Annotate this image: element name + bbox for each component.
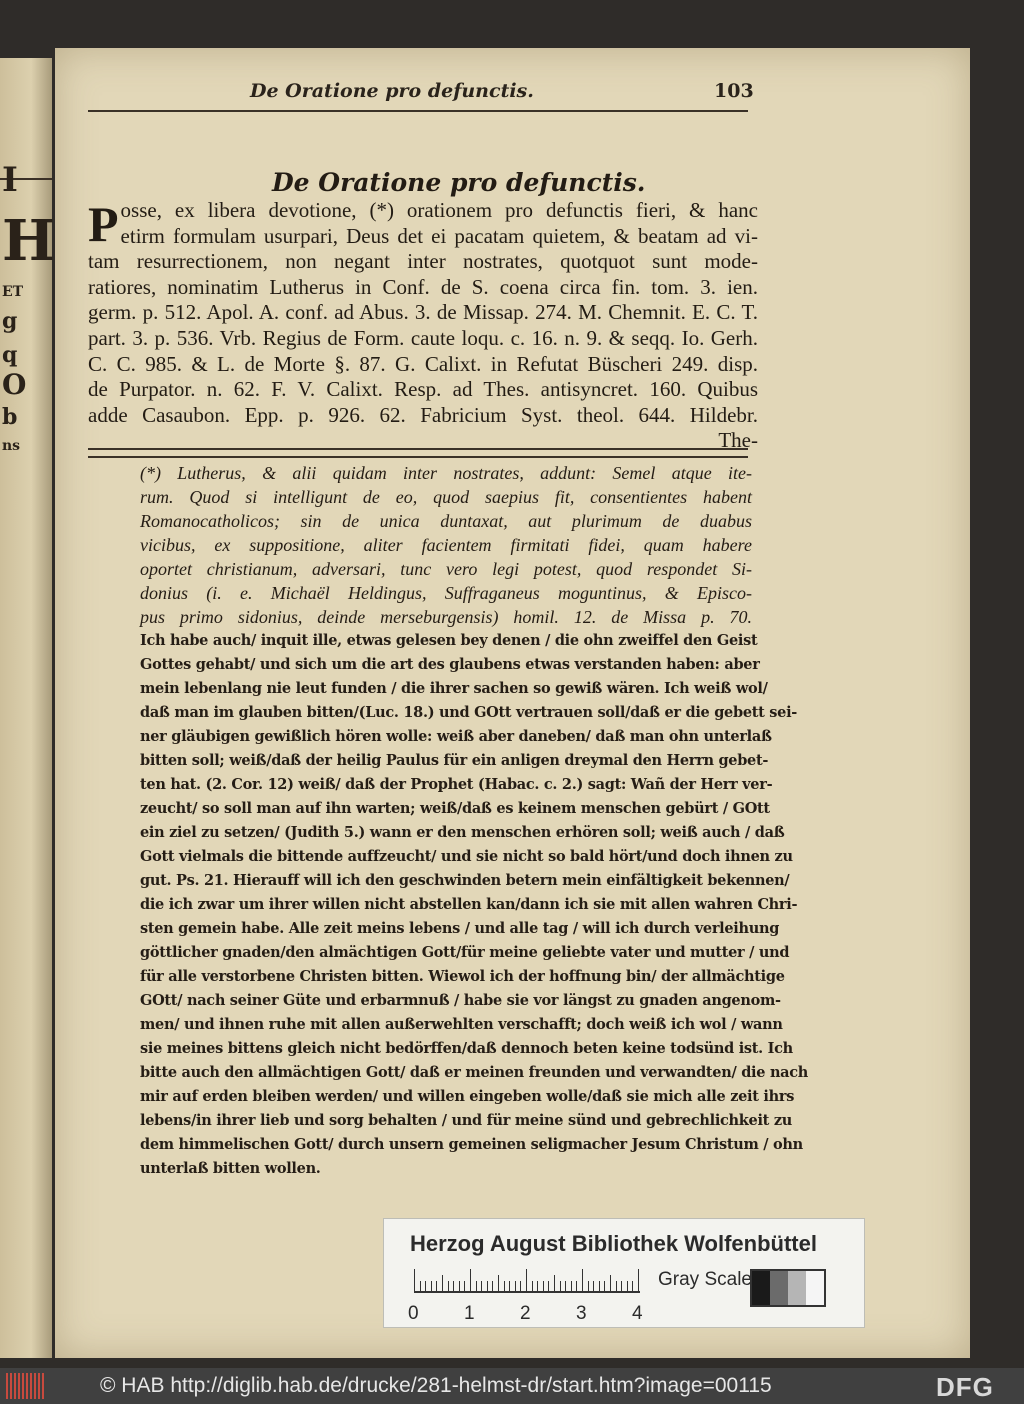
- ruler-tick: [632, 1281, 633, 1291]
- header-rule: [88, 110, 748, 112]
- prev-page-fragment: b: [2, 404, 18, 430]
- ruler-tick: [526, 1269, 527, 1291]
- ruler-tick: [498, 1275, 499, 1291]
- gray-swatch-patch: [788, 1271, 806, 1305]
- ruler-tick: [537, 1281, 538, 1291]
- prev-page-fragment: H: [2, 208, 55, 274]
- ruler-tick: [588, 1281, 589, 1291]
- footer-bar: [0, 1368, 1024, 1404]
- ruler-tick: [492, 1281, 493, 1291]
- hab-logo-icon: [6, 1373, 46, 1399]
- ruler: [414, 1269, 640, 1293]
- gray-scale-swatch: [750, 1269, 826, 1307]
- footnote-line: pus primo sidonius, deinde merseburgensis) homil. 12. de Missa p. 70.: [140, 607, 752, 627]
- ruler-tick: [565, 1281, 566, 1291]
- footnote-line: rum. Quod si intelligunt de eo, quod saepius fit, consentientes habent: [140, 487, 752, 507]
- ruler-tick: [548, 1281, 549, 1291]
- library-name: Herzog August Bibliothek Wolfenbüttel: [410, 1231, 817, 1256]
- ruler-number: 4: [632, 1303, 643, 1324]
- ruler-tick: [616, 1281, 617, 1291]
- footnote-line: dem himmelischen Gott/ durch unsern gemeinen seligmacher Jesum Christum / ohn: [140, 1136, 803, 1153]
- ruler-tick: [554, 1275, 555, 1291]
- footnote-line: Ich habe auch/ inquit ille, etwas gelesen bey denen / die ohn zweiffel den Geist: [140, 632, 758, 649]
- ruler-number: 1: [464, 1303, 475, 1324]
- footnote-line: bitte auch den allmächtigen Gott/ daß er meinen freunden und verwandten/ die nach: [140, 1064, 809, 1081]
- footnote-line: ten hat. (2. Cor. 12) weiß/ daß der Prophet (Habac. c. 2.) sagt: Wañ der Herr ver-: [140, 776, 773, 793]
- drop-cap: P: [88, 196, 119, 252]
- ruler-number: 3: [576, 1303, 587, 1324]
- ruler-tick: [481, 1281, 482, 1291]
- ruler-tick: [431, 1281, 432, 1291]
- gray-scale-label: Gray Scale: [658, 1269, 752, 1290]
- dfg-logo: DFG: [936, 1372, 994, 1402]
- footnote-line: men/ und ihnen ruhe mit allen außerwehlten verschafft; doch weiß ich wol / wann: [140, 1016, 783, 1033]
- ruler-tick: [448, 1281, 449, 1291]
- gray-swatch-patch: [806, 1271, 824, 1305]
- running-head: De Oratione pro defunctis.: [250, 80, 534, 102]
- body-line: etirm formulam usurpari, Deus det ei pacatam quietem, & beatam ad vi-: [120, 223, 758, 248]
- prev-page-fragment: g: [2, 308, 18, 334]
- ruler-tick: [425, 1281, 426, 1291]
- ruler-tick: [593, 1281, 594, 1291]
- ruler-tick: [599, 1281, 600, 1291]
- footnote-line: ner gläubigen gewißlich hören wolle: weiß aber daneben/ daß man ohn unterlaß: [140, 728, 772, 745]
- ruler-tick: [487, 1281, 488, 1291]
- ruler-tick: [582, 1269, 583, 1291]
- ruler-tick: [520, 1281, 521, 1291]
- ruler-tick: [470, 1269, 471, 1291]
- ruler-tick: [442, 1275, 443, 1291]
- gray-swatch-patch: [770, 1271, 788, 1305]
- ruler-tick: [610, 1275, 611, 1291]
- source-url[interactable]: © HAB http://diglib.hab.de/drucke/281-helmst-dr/start.htm?image=00115: [100, 1374, 772, 1397]
- ruler-tick: [532, 1281, 533, 1291]
- prev-page-fragment: ET: [2, 284, 24, 300]
- footnote-line: die ich zwar um ihrer willen nicht abstellen kan/dann ich sie mit allen wahren Chri-: [140, 896, 798, 913]
- page-number: 103: [714, 80, 754, 102]
- ruler-number: 0: [408, 1303, 419, 1324]
- ruler-tick: [621, 1281, 622, 1291]
- ruler-tick: [420, 1281, 421, 1291]
- ruler-tick: [604, 1281, 605, 1291]
- ruler-tick: [638, 1269, 639, 1291]
- body-line: ratiores, nominatim Lutherus in Conf. de S. coena circa fin. tom. 3. ien.: [88, 274, 758, 299]
- ruler-tick: [453, 1281, 454, 1291]
- footnote-line: vicibus, ex suppositione, aliter facientem firmitati fidei, quam habere: [140, 535, 752, 555]
- footnote-line: Gott vielmals die bittende auffzeucht/ und sie nicht so bald hört/und doch ihnen zu: [140, 848, 793, 865]
- prev-page-fragment: O: [2, 368, 27, 401]
- body-line: tam resurrectionem, non negant inter nostrates, quotquot sunt mode-: [88, 249, 758, 274]
- footnote-line: sten gemein habe. Alle zeit meins lebens / und alle tag / will ich durch verleihung: [140, 920, 780, 937]
- ruler-number: 2: [520, 1303, 531, 1324]
- ruler-tick: [414, 1269, 415, 1291]
- footnote: [140, 461, 809, 1181]
- footnote-line: für alle verstorbene Christen bitten. Wiewol ich der hoffnung bin/ der allmächtige: [140, 968, 785, 985]
- catchword: The-: [718, 428, 758, 453]
- ruler-tick: [504, 1281, 505, 1291]
- section-title: De Oratione pro defunctis.: [272, 168, 646, 197]
- footnote-line: lebens/in ihrer lieb und sorg behalten / und für meine sünd und gebrechlichkeit zu: [140, 1112, 792, 1129]
- ruler-tick: [543, 1281, 544, 1291]
- ruler-tick: [476, 1281, 477, 1291]
- footnote-line: mein lebenlang nie leut funden / die ihrer sachen so gewiß wären. Ich weiß wol/: [140, 680, 768, 697]
- color-scale-card: [383, 1218, 865, 1328]
- prev-page-fragment: I: [2, 160, 18, 200]
- ruler-tick: [571, 1281, 572, 1291]
- footnote-line: bitten soll; weiß/daß der heilig Paulus für ein anligen dreymal den Herrn gebet-: [140, 752, 769, 769]
- body-line: osse, ex libera devotione, (*) orationem pro defunctis fieri, & hanc: [120, 198, 758, 222]
- ruler-tick: [560, 1281, 561, 1291]
- body-line: part. 3. p. 536. Vrb. Regius de Form. caute loqu. c. 16. n. 9. & seqq. Io. Gerh.: [88, 325, 758, 350]
- ruler-tick: [509, 1281, 510, 1291]
- prev-page-fragment: q: [2, 342, 18, 368]
- footnote-line: GOtt/ nach seiner Güte und erbarmnuß / habe sie vor längst zu gnaden angenom-: [140, 992, 781, 1009]
- ruler-tick: [576, 1281, 577, 1291]
- footnote-line: gut. Ps. 21. Hierauff will ich den geschwinden betern mein einfältigkeit bekennen/: [140, 872, 790, 889]
- footnote-rule: [88, 448, 748, 458]
- ruler-tick: [436, 1281, 437, 1291]
- footnote-line: Romanocatholicos; sin de unica duntaxat, aut plurimum de duabus: [140, 511, 752, 531]
- ruler-tick: [515, 1281, 516, 1291]
- ruler-tick: [627, 1281, 628, 1291]
- footnote-line: daß man im glauben bitten/(Luc. 18.) und GOtt vertrauen soll/daß er die gebett sei-: [140, 704, 798, 721]
- prev-page-fragment: ns: [2, 438, 21, 454]
- ruler-tick: [459, 1281, 460, 1291]
- ruler-tick: [464, 1281, 465, 1291]
- footnote-line: (*) Lutherus, & alii quidam inter nostrates, addunt: Semel atque ite-: [140, 463, 752, 483]
- gray-swatch-patch: [752, 1271, 770, 1305]
- footnote-line: Gottes gehabt/ und sich um die art des glaubens etwas verstanden haben: aber: [140, 656, 760, 673]
- footnote-line: ein ziel zu setzen/ (Judith 5.) wann er den menschen erhören soll; weiß auch / daß: [140, 824, 785, 841]
- footnote-line: donius (i. e. Michaël Heldingus, Suffraganeus moguntinus, & Episco-: [140, 583, 752, 603]
- footnote-line: sie meines bittens gleich nicht bedörffen/daß dennoch beten keine todsünd ist. Ich: [140, 1040, 793, 1057]
- body-line: de Purpator. n. 62. F. V. Calixt. Resp. ad Thes. antisyncret. 160. Quibus: [88, 377, 758, 402]
- body-line: adde Casaubon. Epp. p. 926. 62. Fabricium Syst. theol. 644. Hildebr.: [88, 402, 758, 427]
- footnote-line: zeucht/ so soll man auf ihn warten; weiß/daß es keinem menschen gebürt / GOtt: [140, 800, 770, 817]
- body-text: [88, 198, 758, 454]
- body-line: C. C. 985. & L. de Morte §. 87. G. Calixt. in Refutat Büscheri 249. disp.: [88, 351, 758, 376]
- footnote-line: unterlaß bitten wollen.: [140, 1160, 321, 1177]
- body-line: germ. p. 512. Apol. A. conf. ad Abus. 3. de Missap. 274. M. Chemnit. E. C. T.: [88, 300, 758, 325]
- footnote-line: oportet christianum, adversari, tunc vero legi potest, quod respondet Si-: [140, 559, 752, 579]
- previous-page-edge: [0, 58, 55, 1358]
- footnote-line: göttlicher gnaden/den almächtigen Gott/für meine geliebte vater und mutter / und: [140, 944, 790, 961]
- footnote-line: mir auf erden bleiben werden/ und willen eingeben wolle/daß sie mich alle zeit ihrs: [140, 1088, 795, 1105]
